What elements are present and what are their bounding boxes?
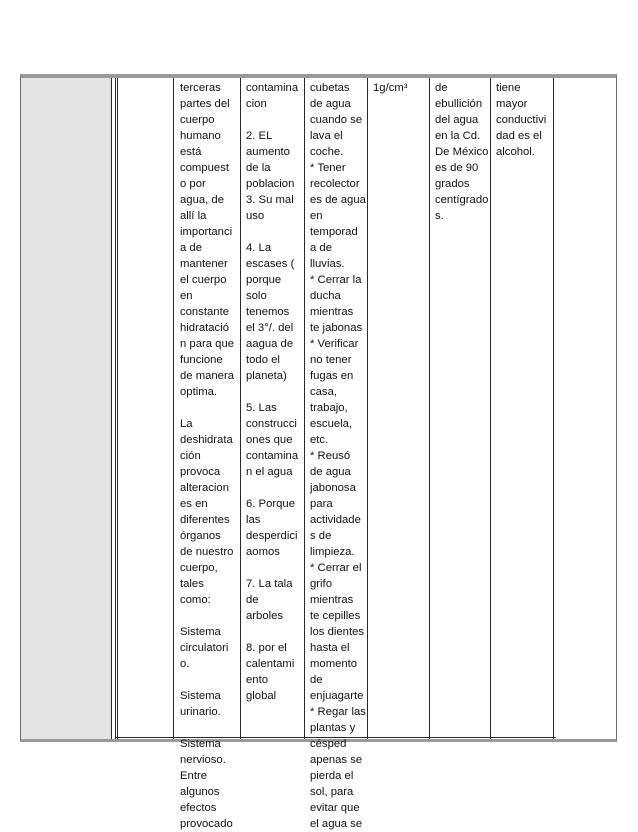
column-divider [111,78,112,739]
column-divider [115,78,118,739]
column-divider [173,78,174,739]
column-divider [553,78,554,739]
table-cell: terceras partes del cuerpo humano está compuest o por agua, de allí la importanci a de mantener el cuerpo en constante hidratació n para que funcione de manera optima. La deshidrata ción provoca alteracion es en diferentes órganos de nuestro cuerpo, tales como: Sistema circulatori o. Sistema urinario. Sistema nervioso. Entre algunos efectos provocado [180,82,235,830]
table-cell: 1g/cm³ [373,82,408,94]
column-divider [429,78,430,739]
shaded-first-column [21,78,111,739]
table-cell: tiene mayor conductivi dad es el alcohol. [496,82,547,158]
column-divider [304,78,305,739]
table-cell: cubetas de agua cuando se lava el coche. * Tener recolector es de agua en temporad a de lluvias. * Cerrar la ducha mientras te jabonas * Verificar no tener fugas en casa, trabajo, escuela, etc. * Reusó de agua jabonosa para actividade s de limpieza. * Cerrar el grifo mientras te cepilles los dientes hasta el momento de enjuagarte * Regar las plantas y césped apenas se pierda el sol, para evitar que el agua se [310,82,366,830]
table-cell: de ebullición del agua en la Cd. De México es de 90 grados centígrado s. [435,82,489,222]
table-cell: contamina cion 2. EL aumento de la poblacion 3. Su mal uso 4. La escases ( porque solo tenemos el 3°/. del aagua de todo el planeta) 5. Las construcci ones que contamina n el agua 6. Porque las desperdici aomos 7. La tala de arboles 8. por el calentami ento global [246,82,299,702]
